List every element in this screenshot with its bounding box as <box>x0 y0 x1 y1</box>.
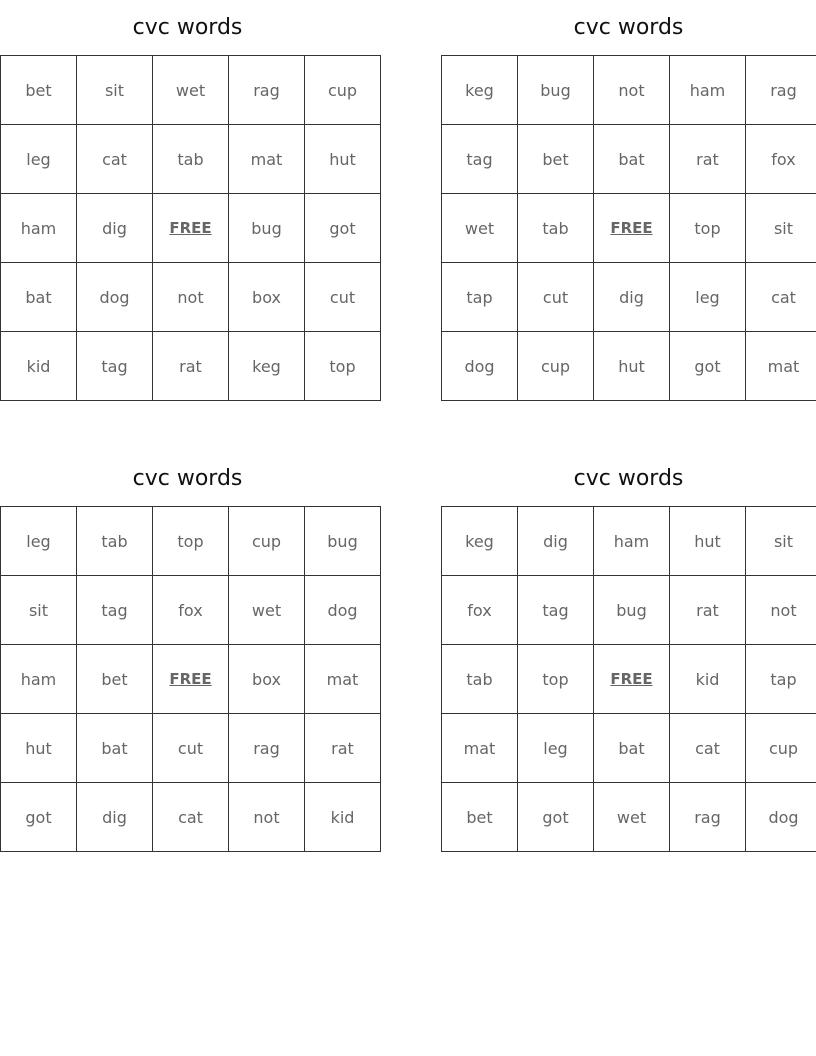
grid-row <box>442 645 816 714</box>
grid-cell: bat <box>594 125 670 194</box>
grid-cell: cat <box>746 263 816 332</box>
grid-cell: top <box>670 194 746 263</box>
grid-cell: tab <box>153 125 229 194</box>
grid-cell: bet <box>77 645 153 714</box>
grid-cell: tap <box>746 645 816 714</box>
free-space-cell: FREE <box>594 645 670 714</box>
grid-cell: got <box>518 783 594 852</box>
grid-cell: tab <box>442 645 518 714</box>
grid-cell: cat <box>77 125 153 194</box>
grid-cell: mat <box>305 645 381 714</box>
grid-cell: ham <box>1 645 77 714</box>
grid-cell: box <box>229 645 305 714</box>
grid-cell: bat <box>594 714 670 783</box>
grid-cell: dig <box>77 783 153 852</box>
grid-cell: rag <box>746 56 816 125</box>
grid-row <box>1 263 381 332</box>
grid-row <box>1 783 381 852</box>
grid-cell: keg <box>442 507 518 576</box>
grid-cell: hut <box>305 125 381 194</box>
grid-cell: top <box>305 332 381 401</box>
grid-cell: box <box>229 263 305 332</box>
grid-cell: got <box>305 194 381 263</box>
grid-cell: ham <box>594 507 670 576</box>
grid-cell: kid <box>305 783 381 852</box>
grid-cell: wet <box>229 576 305 645</box>
bingo-grid <box>441 506 816 852</box>
grid-cell: leg <box>1 507 77 576</box>
grid-row <box>1 56 381 125</box>
grid-cell: wet <box>442 194 518 263</box>
grid-cell: wet <box>153 56 229 125</box>
grid-cell: leg <box>1 125 77 194</box>
grid-cell: sit <box>746 507 816 576</box>
grid-cell: cut <box>518 263 594 332</box>
grid-cell: leg <box>670 263 746 332</box>
grid-cell: dog <box>442 332 518 401</box>
grid-cell: bat <box>77 714 153 783</box>
grid-cell: rat <box>670 125 746 194</box>
grid-cell: ham <box>1 194 77 263</box>
grid-cell: tab <box>518 194 594 263</box>
grid-row <box>1 507 381 576</box>
grid-cell: tab <box>77 507 153 576</box>
bingo-grid <box>441 55 816 401</box>
grid-cell: bat <box>1 263 77 332</box>
grid-cell: got <box>670 332 746 401</box>
grid-cell: rag <box>229 714 305 783</box>
grid-cell: wet <box>594 783 670 852</box>
grid-cell: dig <box>518 507 594 576</box>
bingo-grid <box>0 506 381 852</box>
grid-row <box>442 56 816 125</box>
grid-cell: rag <box>229 56 305 125</box>
grid-cell: kid <box>1 332 77 401</box>
grid-cell: got <box>1 783 77 852</box>
grid-row <box>1 194 381 263</box>
grid-cell: hut <box>670 507 746 576</box>
grid-cell: dog <box>746 783 816 852</box>
grid-cell: bug <box>518 56 594 125</box>
grid-cell: keg <box>229 332 305 401</box>
grid-row <box>442 263 816 332</box>
grid-cell: not <box>594 56 670 125</box>
grid-cell: fox <box>442 576 518 645</box>
grid-cell: cat <box>670 714 746 783</box>
grid-cell: rag <box>670 783 746 852</box>
grid-cell: bug <box>229 194 305 263</box>
grid-row <box>1 714 381 783</box>
bingo-card-4 <box>441 451 816 852</box>
grid-cell: fox <box>746 125 816 194</box>
grid-cell: rat <box>305 714 381 783</box>
grid-cell: tap <box>442 263 518 332</box>
grid-row <box>442 332 816 401</box>
grid-cell: dig <box>594 263 670 332</box>
grid-cell: rat <box>670 576 746 645</box>
card-title: cvc words <box>132 466 243 491</box>
grid-row <box>1 332 381 401</box>
card-title: cvc words <box>573 466 684 491</box>
grid-row <box>1 125 381 194</box>
bingo-card-1 <box>0 0 375 401</box>
grid-row <box>442 714 816 783</box>
bingo-card-3 <box>0 451 375 852</box>
grid-cell: cup <box>746 714 816 783</box>
grid-cell: cat <box>153 783 229 852</box>
grid-cell: mat <box>229 125 305 194</box>
free-space-cell: FREE <box>153 645 229 714</box>
grid-cell: mat <box>746 332 816 401</box>
grid-cell: dog <box>305 576 381 645</box>
grid-cell: cup <box>229 507 305 576</box>
grid-cell: tag <box>77 332 153 401</box>
grid-cell: dog <box>77 263 153 332</box>
grid-cell: not <box>229 783 305 852</box>
grid-cell: sit <box>77 56 153 125</box>
grid-row <box>442 576 816 645</box>
grid-cell: kid <box>670 645 746 714</box>
free-space-cell: FREE <box>594 194 670 263</box>
grid-row <box>442 507 816 576</box>
grid-cell: bet <box>1 56 77 125</box>
free-space-cell: FREE <box>153 194 229 263</box>
grid-cell: cup <box>305 56 381 125</box>
grid-row <box>442 783 816 852</box>
grid-cell: bet <box>518 125 594 194</box>
grid-cell: sit <box>746 194 816 263</box>
grid-cell: hut <box>594 332 670 401</box>
grid-cell: mat <box>442 714 518 783</box>
grid-cell: cut <box>153 714 229 783</box>
grid-row <box>442 125 816 194</box>
grid-cell: bug <box>305 507 381 576</box>
grid-cell: bug <box>594 576 670 645</box>
grid-cell: cup <box>518 332 594 401</box>
grid-cell: hut <box>1 714 77 783</box>
grid-cell: ham <box>670 56 746 125</box>
grid-cell: tag <box>518 576 594 645</box>
bingo-grid <box>0 55 381 401</box>
grid-row <box>442 194 816 263</box>
grid-cell: not <box>153 263 229 332</box>
grid-cell: dig <box>77 194 153 263</box>
grid-cell: leg <box>518 714 594 783</box>
grid-cell: cut <box>305 263 381 332</box>
grid-cell: keg <box>442 56 518 125</box>
grid-cell: rat <box>153 332 229 401</box>
grid-cell: top <box>153 507 229 576</box>
grid-cell: fox <box>153 576 229 645</box>
grid-cell: tag <box>442 125 518 194</box>
grid-row <box>1 645 381 714</box>
card-title: cvc words <box>573 15 684 40</box>
grid-cell: not <box>746 576 816 645</box>
grid-cell: bet <box>442 783 518 852</box>
grid-cell: top <box>518 645 594 714</box>
grid-cell: sit <box>1 576 77 645</box>
grid-row <box>1 576 381 645</box>
card-title: cvc words <box>132 15 243 40</box>
grid-cell: tag <box>77 576 153 645</box>
bingo-card-2 <box>441 0 816 401</box>
